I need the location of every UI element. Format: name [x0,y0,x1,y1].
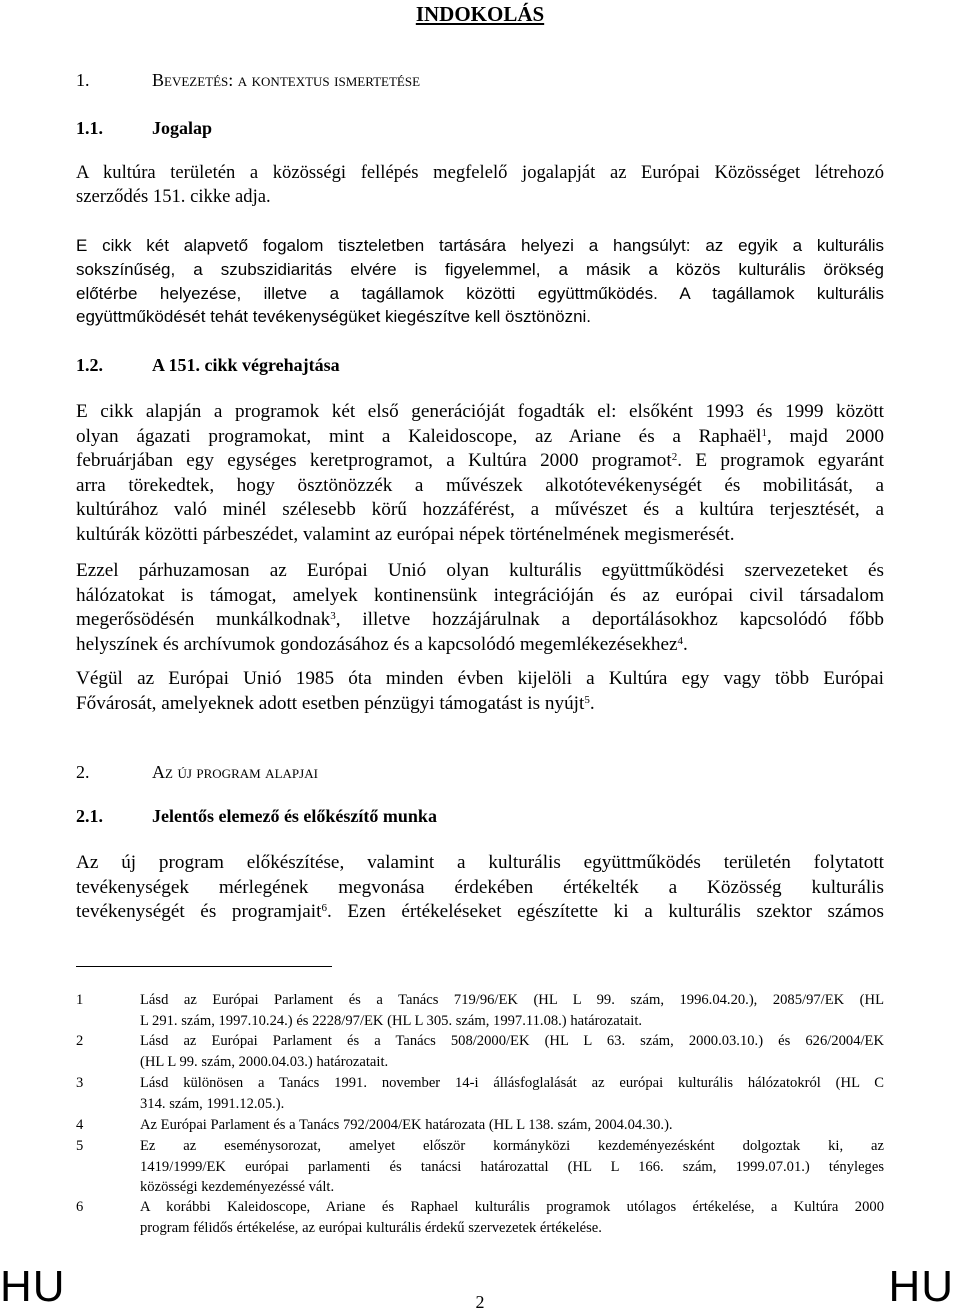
text-line: A kultúra területén a közösségi fellépés megfelelő jogalapját az Európai Közösséget létrehozó [76,162,884,183]
text-line: sokszínűség, a szubszidiaritás elvére is figyelemmel, a másik a közös kulturális örökség [76,259,884,279]
text-line: tevékenységek mérlegének megvonása érdekében értékelték a Közösség kulturális [76,876,884,898]
section-title: Az új program alapjai [152,762,318,782]
footnote-number: 4 [76,1117,84,1133]
paragraph-legal-basis [76,161,884,210]
text-line: arra törekedtek, hogy ösztönözzék a művészek alkotótevékenységét és mobilitását, a [76,474,884,496]
footnote-number: 6 [76,1199,84,1215]
paragraph-two-concepts [76,234,884,329]
paragraph-networks [76,559,884,657]
footnote-number: 1 [76,992,84,1008]
text-line: Az új program előkészítése, valamint a kulturális együttműködés területén folytatott [76,852,884,873]
text-line: helyszínek és archívumok gondozásához és a kapcsolódó megemlékezésekhez$^4$. [76,633,688,655]
text-line: februárjában egy egységes keretprogramot, a Kultúra 2000 programot$^2$. E programok egyaránt [76,450,884,471]
text-line: megerősödésén munkálkodnak$^3$, illetve hozzájárulnak a deportálásokhoz kapcsolódó főbb [76,609,884,630]
footnote-number: 2 [76,1033,84,1049]
footnote-text: 1419/1999/EK európai parlamenti és tanácsi határozattal (HL L 166. szám, 1999.07.01.) tényleges [140,1158,884,1175]
footnote-number: 3 [76,1075,84,1091]
footnote-text: Lásd az Európai Parlament és a Tanács 719/96/EK (HL L 99. szám, 1996.04.20.), 2085/97/EK (HL [140,992,884,1008]
subsection-title: Jogalap [152,118,213,138]
footnote-ref[interactable]: 4 [677,634,684,647]
page-number: 2 [475,1292,485,1312]
text-line: hálózatokat is támogat, amelyek kontinensünk integrációján és az európai civil társadalom [76,584,884,606]
page-title: INDOKOLÁS [415,2,545,26]
subsection-number: 1.1. [76,118,103,138]
footnote-separator [76,966,332,967]
subsection-number: 2.1. [76,806,103,826]
footnote-text: L 291. szám, 1997.10.24.) és 2228/97/EK (HL L 305. szám, 1997.11.08.) határozatait. [140,1012,643,1029]
text-line: kultúrák közötti párbeszédet, valamint az európai népek történelmének megismerését. [76,523,735,545]
text-line: Fővárosát, amelyeknek adott esetben pénzügyi támogatást is nyújt$^5$. [76,692,595,714]
text-line: E cikk alapján a programok két első generációját fogadták el: elsőként 1993 és 1999 között [76,401,884,422]
text-line: együttműködését tehát tevékenységüket kiegészítve kell ösztönözni. [76,307,592,327]
footnote-text: (HL L 99. szám, 2000.04.03.) határozatait. [140,1053,389,1070]
subsection-title: Jelentős elemező és előkészítő munka [152,806,437,826]
footnote-text: Lásd az Európai Parlament és a Tanács 508/2000/EK (HL L 63. szám, 2000.03.10.) és 626/2004/EK [140,1033,884,1049]
footnote-text: Lásd különösen a Tanács 1991. november 14-i állásfoglalását az európai kulturális hálózatokról (HL C [140,1075,884,1091]
text-line: E cikk két alapvető fogalom tiszteletben tartására helyezi a hangsúlyt: az egyik a kulturális [76,236,884,255]
footnote-text: 314. szám, 1991.12.05.). [140,1095,285,1112]
text-line: szerződés 151. cikke adja. [76,186,271,208]
text-line: Végül az Európai Unió 1985 óta minden évben kijelöli a Kultúra egy vagy több Európai [76,668,884,689]
text-line: előtérbe helyezése, illetve a tagállamok közötti együttműködés. A tagállamok kulturális [76,283,884,303]
subsection-number: 1.2. [76,355,103,375]
footnote-ref[interactable]: 5 [584,693,590,706]
text-line: Ezzel párhuzamosan az Európai Unió olyan kulturális együttműködési szervezeteket és [76,560,884,581]
footnote-text: program félidős értékelése, az európai kulturális érdekű szervezetek értékelése. [140,1219,602,1236]
section-number: 1. [76,70,90,90]
text-line: kultúrához való minél szélesebb körű hozzáférést, a művészet és a kultúra terjesztését, a [76,499,884,520]
footnote-text: Az Európai Parlament és a Tanács 792/2004/EK határozata (HL L 138. szám, 2004.04.30.). [140,1117,673,1133]
footnote-ref[interactable]: 3 [330,610,336,622]
footnote-text: közösségi kezdeményezéssé vált. [140,1179,335,1195]
footnote-number: 5 [76,1138,84,1154]
text-line: olyan ágazati programokat, mint a Kaleidoscope, az Ariane és a Raphaël$^1$, majd 2000 [76,425,884,447]
footer-language-left: HU [0,1262,66,1311]
text-line: tevékenységét és programjait$^6$. Ezen értékeléseket egészítette ki a kulturális szektor számos [76,901,884,922]
footnote-text: A korábbi Kaleidoscope, Ariane és Raphael kulturális programok utólagos értékelése, a Kultúra 2000 [140,1199,884,1215]
footnote-ref[interactable]: 2 [671,451,678,463]
paragraph-implementation [76,400,884,547]
paragraph-capitals [76,667,884,716]
footnote-text: Ez az eseménysorozat, amelyet először kormányközi kezdeményezésként dolgoztak ki, az [140,1138,884,1154]
section-number: 2. [76,762,90,782]
footnote-ref[interactable]: 1 [761,426,767,439]
paragraph-preparation [76,851,884,925]
footer-language-right: HU [888,1262,954,1311]
footnote-ref[interactable]: 6 [321,902,327,914]
subsection-title: A 151. cikk végrehajtása [152,355,340,375]
section-title: Bevezetés: a kontextus ismertetése [152,70,421,90]
